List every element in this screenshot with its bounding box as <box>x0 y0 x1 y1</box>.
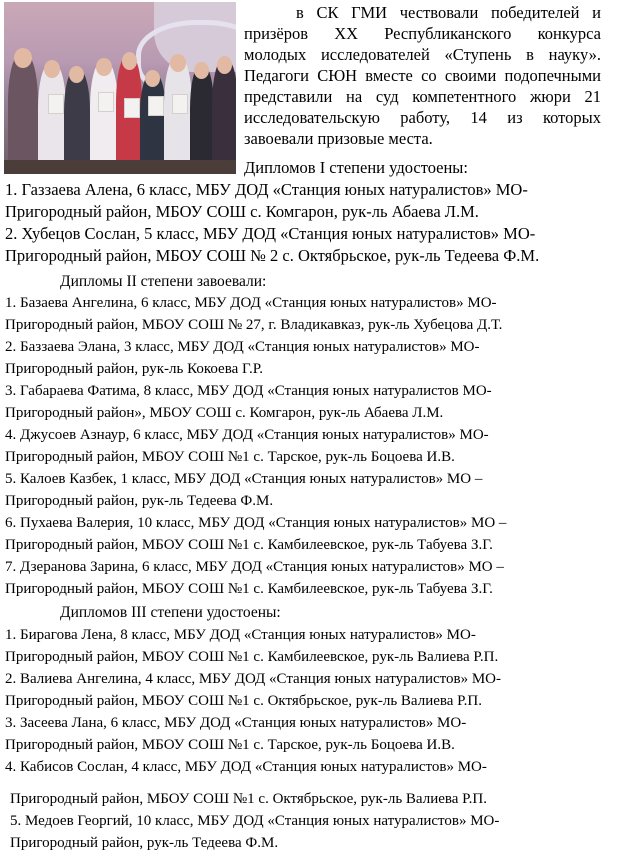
list-item: 2. Баззаева Элана, 3 класс, МБУ ДОД «Станция юных натуралистов» МО- <box>5 339 480 355</box>
list-item: 2. Валиева Ангелина, 4 класс, МБУ ДОД «Станция юных натуралистов» МО- <box>5 671 501 687</box>
list-item: Пригородный район», МБОУ СОШ с. Комгарон, рук-ль Абаева Л.М. <box>5 405 444 421</box>
diploma3-heading: Дипломов III степени удостоены: <box>60 604 281 621</box>
list-item: Пригородный район, рук-ль Кокоева Г.Р. <box>5 361 263 377</box>
diploma1-heading: Дипломов I степени удостоены: <box>244 158 468 177</box>
list-item: Пригородный район, МБОУ СОШ №1 с. Тарское, рук-ль Боцоева И.В. <box>5 449 455 465</box>
list-item: 6. Пухаева Валерия, 10 класс, МБУ ДОД «Станция юных натуралистов» МО – <box>5 515 507 531</box>
diploma3-list <box>5 624 599 778</box>
list-item: Пригородный район, МБОУ СОШ №1 с. Тарское, рук-ль Боцоева И.В. <box>5 737 455 753</box>
list-item: 7. Дзеранова Зарина, 6 класс, МБУ ДОД «Станция юных натуралистов» МО – <box>5 559 504 575</box>
award-ceremony-photo <box>4 2 236 174</box>
list-item: Пригородный район, МБОУ СОШ №1 с. Камбилеевское, рук-ль Табуева З.Г. <box>5 537 493 553</box>
diploma1-list <box>5 179 599 267</box>
list-item: 5. Медоев Георгий, 10 класс, МБУ ДОД «Станция юных натуралистов» МО- <box>10 813 500 829</box>
list-item: 1. Базаева Ангелина, 6 класс, МБУ ДОД «Станция юных натуралистов» МО- <box>5 295 497 311</box>
list-item: 3. Габараева Фатима, 8 класс, МБУ ДОД «Станция юных натуралистов МО- <box>5 383 492 399</box>
list-item: Пригородный район, МБОУ СОШ № 27, г. Владикавказ, рук-ль Хубецова Д.Т. <box>5 317 503 333</box>
list-item: 5. Калоев Казбек, 1 класс, МБУ ДОД «Станция юных натуралистов» МО – <box>5 471 483 487</box>
list-item: Пригородный район, рук-ль Тедеева Ф.М. <box>5 493 274 509</box>
list-item: Пригородный район, МБОУ СОШ №1 с. Октябрьское, рук-ль Валиева Р.П. <box>10 791 487 807</box>
list-item: Пригородный район, МБОУ СОШ с. Комгарон, рук-ль Абаева Л.М. <box>5 202 479 221</box>
list-item: Пригородный район, МБОУ СОШ № 2 с. Октябрьское, рук-ль Тедеева Ф.М. <box>5 246 540 265</box>
diploma3-list-continued <box>10 788 604 854</box>
list-item: 1. Бирагова Лена, 8 класс, МБУ ДОД «Станция юных натуралистов» МО- <box>5 627 476 643</box>
list-item: Пригородный район, рук-ль Тедеева Ф.М. <box>10 835 279 851</box>
list-item: 2. Хубецов Сослан, 5 класс, МБУ ДОД «Станция юных натуралистов» МО- <box>5 224 536 243</box>
diploma2-list <box>5 292 599 600</box>
intro-paragraph: в СК ГМИ чествовали победителей и призёров XX Республиканского конкурса молодых исследователей «Ступень в науку». Педагоги СЮН вместе со своими подопечными представили на суд компетентного жюри 21 исследовательскую работу, 14 из которых завоевали призовые места. <box>244 3 601 148</box>
list-item: 3. Засеева Лана, 6 класс, МБУ ДОД «Станция юных натуралистов» МО- <box>5 715 467 731</box>
diploma2-heading: Дипломы II степени завоевали: <box>60 273 267 290</box>
list-item: Пригородный район, МБОУ СОШ №1 с. Камбилеевское, рук-ль Валиева Р.П. <box>5 649 499 665</box>
list-item: Пригородный район, МБОУ СОШ №1 с. Камбилеевское, рук-ль Табуева З.Г. <box>5 581 493 597</box>
list-item: 4. Джусоев Азнаур, 6 класс, МБУ ДОД «Станция юных натуралистов» МО- <box>5 427 489 443</box>
list-item: 4. Кабисов Сослан, 4 класс, МБУ ДОД «Станция юных натуралистов» МО- <box>5 759 487 775</box>
list-item: 1. Газзаева Алена, 6 класс, МБУ ДОД «Станция юных натуралистов» МО- <box>5 180 528 199</box>
list-item: Пригородный район, МБОУ СОШ №1 с. Октябрьское, рук-ль Валиева Р.П. <box>5 693 482 709</box>
